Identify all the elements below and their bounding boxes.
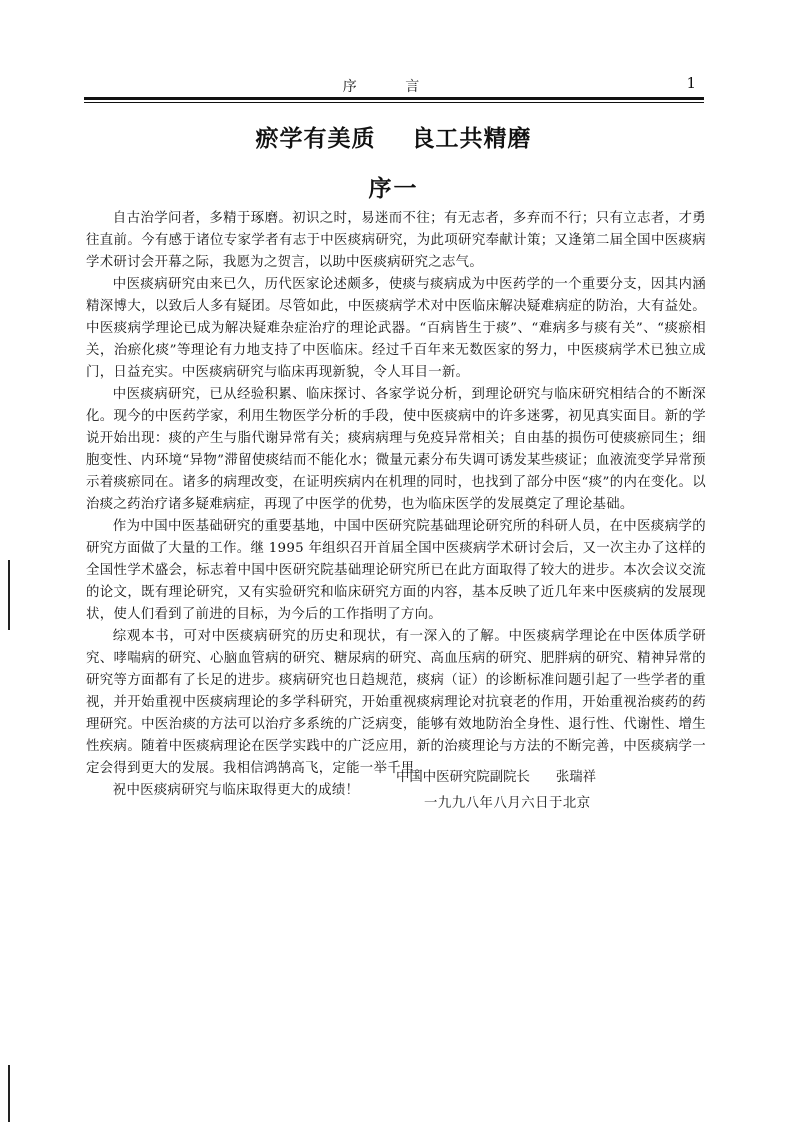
paragraph-6: 祝中医痰病研究与临床取得更大的成绩！ <box>112 783 360 798</box>
scan-edge-mark <box>8 560 10 630</box>
running-head <box>84 72 700 94</box>
header-rule-thick <box>84 97 704 100</box>
preface-body <box>86 208 706 802</box>
page-number: 1 <box>686 74 696 92</box>
running-head-title: 序 言 <box>342 79 442 95</box>
signature-affiliation: 中国中医研究院副院长 <box>396 770 530 785</box>
signature-name: 张瑞祥 <box>555 770 597 785</box>
scan-edge-mark <box>8 1065 10 1122</box>
paragraph-4: 作为中国中医基础研究的重要基地，中国中医研究院基础理论研究所的科研人员，在中医痰病学的研究方面做了大量的工作。继 1995 年组织召开首届全国中医痰病学术研讨会后，又一次主办了这样的全国性学术盛会，标志着中国中医研究院基础理论研究所已在此方面取得了较大的进步。本次会议交流的论文，既有理论研究，又有实验研究和临床研究方面的内容，基本反映了近几年来中医痰病的发展现状，使人们看到了前进的目标，为今后的工作指明了方向。 <box>86 519 706 622</box>
paragraph-2: 中医痰病研究由来已久，历代医家论述颇多，使痰与痰病成为中医药学的一个重要分支，因其内涵精深博大，以致后人多有疑团。尽管如此，中医痰病学术对中医临床解决疑难病症的防治，大有益处。中医痰病学理论已成为解决疑难杂症治疗的理论武器。“百病皆生于痰”、“难病多与痰有关”、“痰瘀相关，治瘀化痰”等理论有力地支持了中医临床。经过千百年来无数医家的努力，中医痰病学术已独立成门，日益充实。中医痰病研究与临床再现新貌，令人耳目一新。 <box>86 277 706 380</box>
paragraph-1: 自古治学问者，多精于琢磨。初识之时，易迷而不往；有无志者，多弃而不行；只有立志者，才勇往直前。今有感于诸位专家学者有志于中医痰病研究，为此项研究奉献计策；又逢第二届全国中医痰病学术研讨会开幕之际，我愿为之贺言，以助中医痰病研究之志气。 <box>86 211 706 270</box>
header-rule-thin <box>84 102 704 103</box>
paragraph-3: 中医痰病研究，已从经验积累、临床探讨、各家学说分析，到理论研究与临床研究相结合的不断深化。现今的中医药学家，利用生物医学分析的手段，使中医痰病中的许多迷雾，初见真实面目。新的学说开始出现：痰的产生与脂代谢异常有关；痰病病理与免疫异常相关；自由基的损伤可使痰瘀同生；细胞变性、内环境“异物”滞留使痰结而不能化水；微量元素分布失调可诱发某些痰证；血液流变学异常预示着痰瘀同在。诸多的病理改变，在证明疾病内在机理的同时，也找到了部分中医“痰”的内在变化。以治痰之药治疗诸多疑难病症，再现了中医学的优势，也为临床医学的发展奠定了理论基础。 <box>86 387 706 512</box>
page-title: 瘀学有美质 良工共精磨 <box>255 125 532 152</box>
signature-date: 一九九八年八月六日于北京 <box>424 796 591 811</box>
paragraph-5: 综观本书，可对中医痰病研究的历史和现状，有一深入的了解。中医痰病学理论在中医体质学研究、哮喘病的研究、心脑血管病的研究、糖尿病的研究、高血压病的研究、肥胖病的研究、精神异常的研究等方面都有了长足的进步。痰病研究也日趋规范，痰病（证）的诊断标准问题引起了一些学者的重视，并开始重视中医痰病理论的多学科研究，开始重视痰病理论对抗衰老的作用，开始重视治痰药的药理研究。中医治痰的方法可以治疗多系统的广泛病变，能够有效地防治全身性、退行性、代谢性、增生性疾病。随着中医痰病理论在医学实践中的广泛应用，新的治痰理论与方法的不断完善，中医痰病学一定会得到更大的发展。我相信鸿鹄高飞，定能一举千里。 <box>86 629 706 776</box>
signature-line <box>396 767 596 789</box>
section-title: 序一 <box>368 175 419 202</box>
